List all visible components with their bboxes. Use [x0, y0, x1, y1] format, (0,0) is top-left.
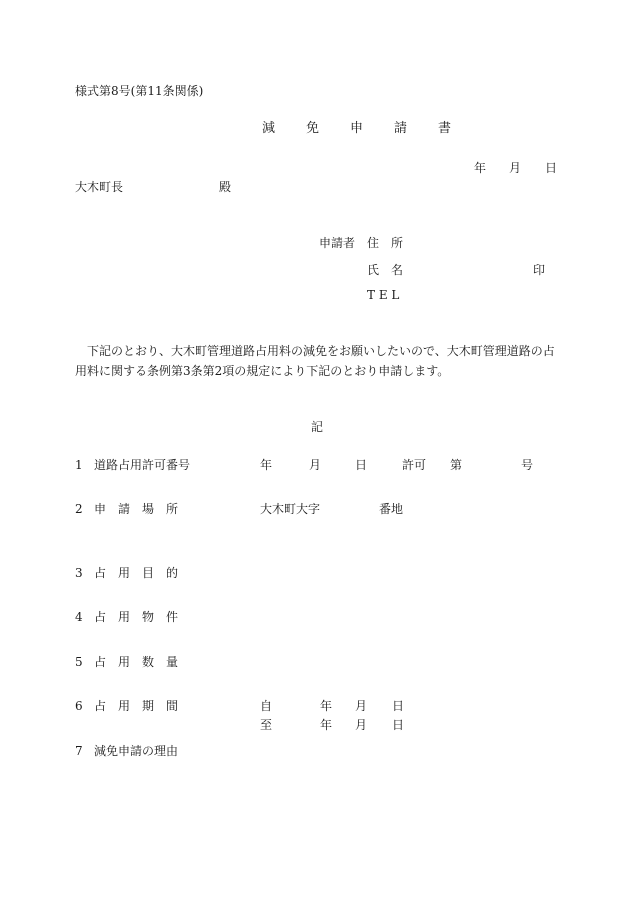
period-from-year: 年 [320, 699, 333, 713]
period-from-month: 月 [355, 699, 368, 713]
period-from-day: 日 [392, 699, 405, 713]
period-to-month: 月 [355, 718, 368, 732]
applicant-label: 申請者 [319, 236, 356, 250]
date-month: 月 [509, 161, 522, 175]
item-number: 4 [75, 610, 83, 624]
form-label: 様式第8号(第11条関係) [75, 84, 204, 98]
ki-heading: 記 [311, 420, 324, 434]
item-number: 1 [75, 458, 83, 472]
seal-mark: 印 [533, 263, 546, 277]
item-number: 6 [75, 699, 83, 713]
body-line-1: 下記のとおり、大木町管理道路占用料の減免をお願いしたいので、大木町管理道路の占 [87, 344, 555, 358]
applicant-tel-label: T E L [367, 288, 400, 302]
item-number: 3 [75, 566, 83, 580]
item-label: 減免申請の理由 [94, 744, 179, 758]
body-line-2: 用料に関する条例第3条第2項の規定により下記のとおり申請します。 [75, 364, 450, 378]
document-title: 減 免 申 請 書 [262, 121, 461, 136]
item-number: 7 [75, 744, 83, 758]
item-1-permit: 許可 [402, 458, 427, 472]
item-1-day: 日 [355, 458, 368, 472]
item-label: 占 用 目 的 [94, 566, 179, 580]
item-2-town: 大木町大字 [260, 502, 321, 516]
item-1-year: 年 [260, 458, 273, 472]
period-from-prefix: 自 [260, 699, 273, 713]
item-1-dai: 第 [450, 458, 463, 472]
item-label: 占 用 物 件 [94, 610, 179, 624]
item-label: 道路占用許可番号 [94, 458, 191, 472]
applicant-address-label: 住 所 [367, 236, 404, 250]
date-day: 日 [545, 161, 558, 175]
item-label: 占 用 期 間 [94, 699, 179, 713]
item-1-go: 号 [521, 458, 534, 472]
item-1-month: 月 [309, 458, 322, 472]
item-label: 申 請 場 所 [94, 502, 179, 516]
period-to-year: 年 [320, 718, 333, 732]
item-label: 占 用 数 量 [94, 655, 179, 669]
item-number: 5 [75, 655, 83, 669]
item-2-banchi: 番地 [379, 502, 404, 516]
date-year: 年 [474, 161, 487, 175]
addressee-name: 大木町長 [75, 180, 124, 194]
applicant-name-label: 氏 名 [367, 263, 404, 277]
addressee-honorific: 殿 [219, 180, 232, 194]
period-to-prefix: 至 [260, 718, 273, 732]
period-to-day: 日 [392, 718, 405, 732]
item-number: 2 [75, 502, 83, 516]
